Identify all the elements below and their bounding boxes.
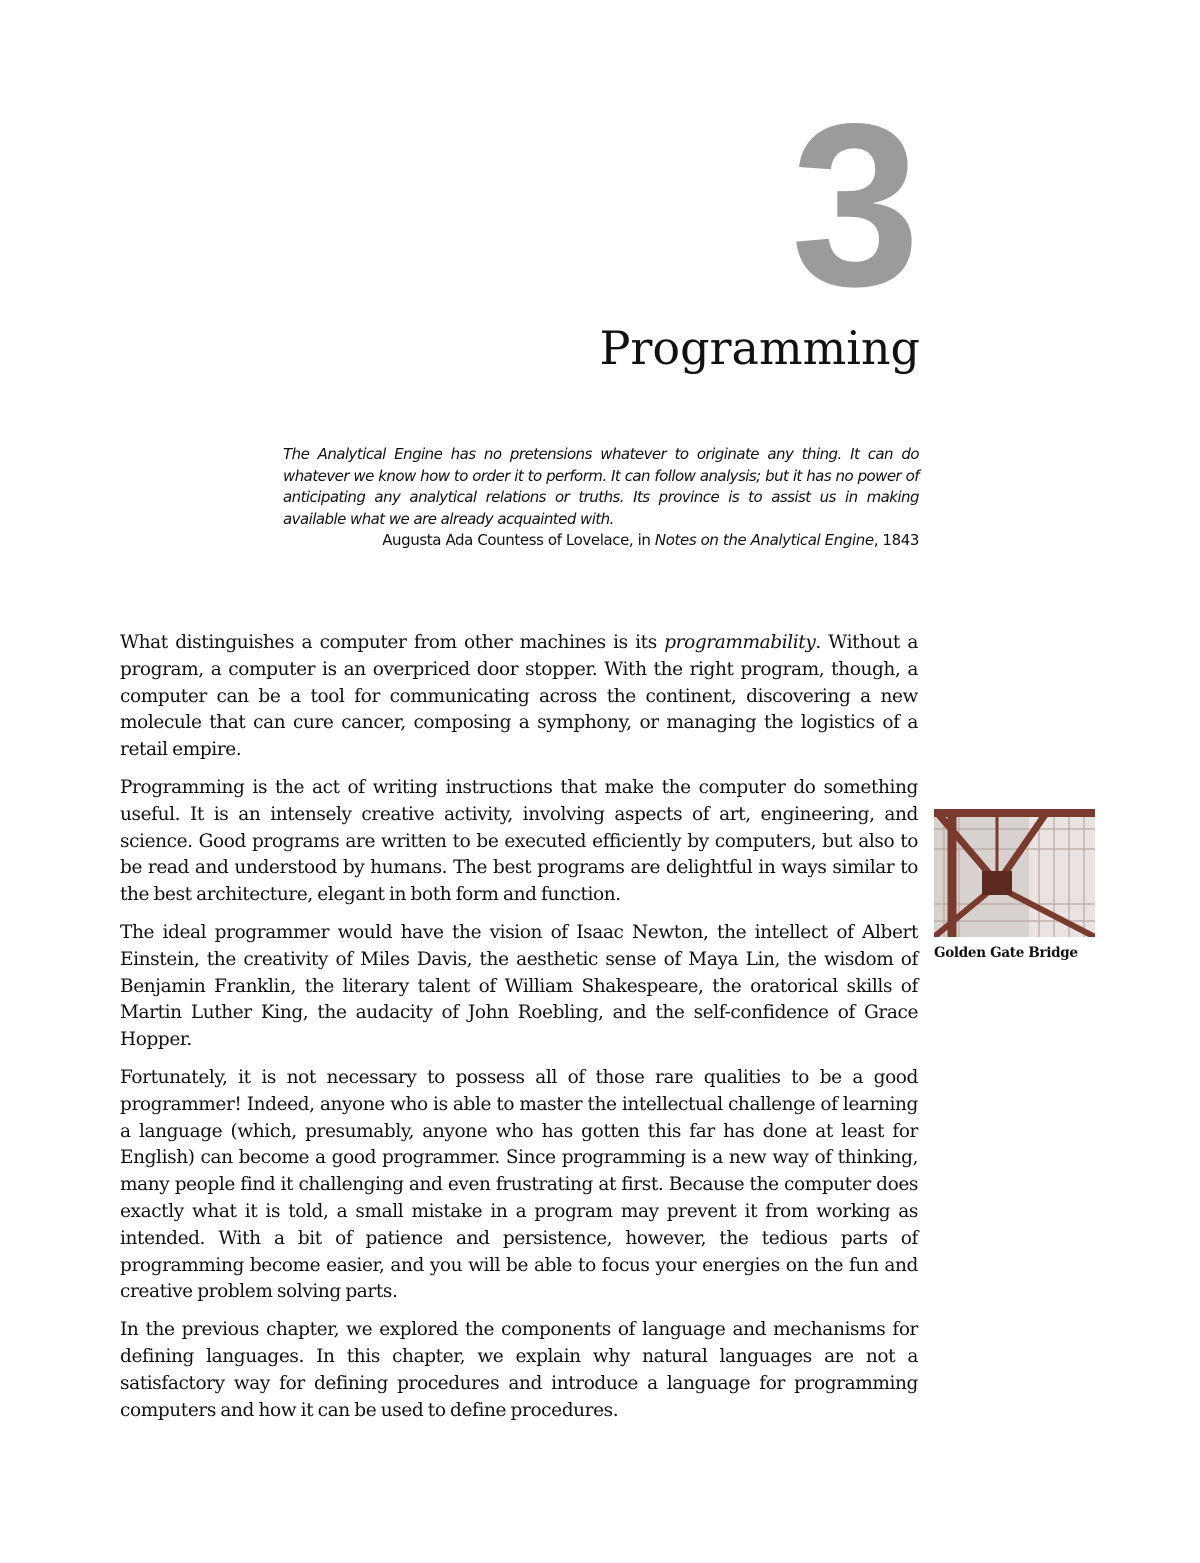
marginal-figure (934, 809, 1095, 961)
figure-caption: Golden Gate Bridge (934, 945, 1078, 961)
p1-text-before: What distinguishes a computer from other machines is its (120, 632, 665, 653)
paragraph-4: Fortunately, it is not necessary to possess all of those rare qualities to be a good programmer! Indeed, anyone who is able to master the intellectual challenge of learning a language (which, presumably, anyone who has gotten this far has done at least for English) can become a good programmer. Since programming is a new way of thinking, many people find it challenging and even frustrating at first. Because the computer does exactly what it is told, a small mistake in a program may prevent it from working as intended. With a bit of patience and persistence, however, the tedious parts of programming become easier, and you will be able to focus your energies on the fun and creative problem solving parts. (120, 1066, 918, 1303)
paragraph-5: In the previous chapter, we explored the components of language and mechanisms for defining languages. In this chapter, we explain why natural languages are not a satisfactory way for defining procedures and introduce a language for programming computers and how it can be used to define procedures. (120, 1319, 918, 1421)
paragraph-3: The ideal programmer would have the vision of Isaac Newton, the intellect of Albert Einstein, the creativity of Miles Davis, the aesthetic sense of Maya Lin, the wisdom of Benjamin Franklin, the literary talent of William Shakespeare, the oratorical skills of Martin Luther King, the audacity of John Roebling, and the self-confidence of Grace Hopper. (120, 921, 918, 1051)
epigraph-quote: The Analytical Engine has no pretensions whatever to originate any thing. It can do whatever we know how to order it to perform. It can follow analysis; but it has no power of anticipating any analytical relations or truths. Its province is to assist us in making available what we are already acquainted with. (283, 445, 919, 528)
epigraph (283, 444, 919, 552)
attribution-year: , 1843 (873, 531, 919, 549)
paragraph-2: Programming is the act of writing instructions that make the computer do something useful. It is an intensely creative activity, involving aspects of art, engineering, and science. Good programs are written to be executed efficiently by computers, but also to be read and understood by humans. The best programs are delightful in ways similar to the best architecture, elegant in both form and function. (120, 776, 918, 906)
p1-text-after: . Without a program, a computer is an overpriced door stopper. With the right program, though, a computer can be a tool for communicating across the continent, discovering a new molecule that can cure cancer, composing a symphony, or managing the logistics of a retail empire. (120, 632, 918, 761)
p1-emphasis: programmability (664, 632, 816, 653)
epigraph-attribution (283, 530, 919, 552)
chapter-number: 3 (790, 76, 920, 335)
photo-steel-node (982, 871, 1012, 895)
chapter-body (120, 630, 918, 1435)
attribution-author: Augusta Ada Countess of Lovelace, in (382, 531, 655, 549)
paragraph-1 (120, 630, 918, 764)
attribution-work: Notes on the Analytical Engine (654, 531, 874, 549)
chapter-title: Programming (599, 321, 920, 375)
golden-gate-bridge-photo (934, 809, 1095, 937)
